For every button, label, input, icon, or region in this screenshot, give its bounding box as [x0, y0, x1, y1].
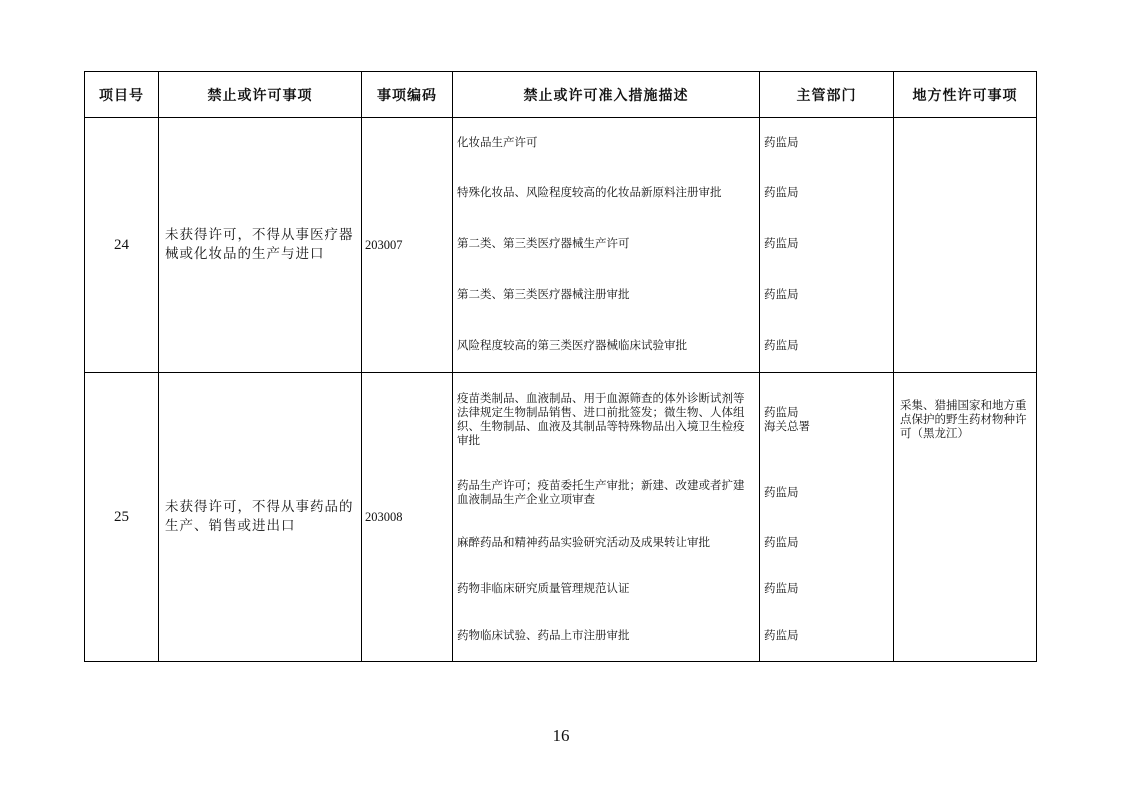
header-item-number: 项目号 — [85, 72, 159, 118]
measure-text: 药物临床试验、药品上市注册审批 — [457, 628, 630, 642]
row-code: 203007 — [362, 118, 453, 373]
department: 药监局 — [764, 485, 799, 499]
row-number: 25 — [85, 373, 159, 662]
measure-text: 风险程度较高的第三类医疗器械临床试验审批 — [457, 338, 687, 352]
measure-text: 疫苗类制品、血液制品、用于血源筛查的体外诊断试剂等法律规定生物制品销售、进口前批签发；微生物、人体组织、生物制品、血液及其制品等特殊物品出入境卫生检疫审批 — [457, 391, 745, 447]
measure-list — [453, 373, 760, 662]
department-list — [760, 373, 894, 662]
department: 药监局 — [764, 581, 799, 595]
measure-text: 化妆品生产许可 — [457, 135, 538, 149]
row-item: 未获得许可，不得从事药品的生产、销售或进出口 — [159, 373, 362, 662]
permit-table — [84, 71, 1037, 662]
department: 药监局 — [764, 185, 799, 199]
local-permit — [894, 118, 1037, 373]
local-permit: 采集、猎捕国家和地方重点保护的野生药材物种许可（黑龙江） — [894, 373, 1037, 662]
department: 药监局 — [764, 628, 799, 642]
measure-list — [453, 118, 760, 373]
department: 药监局 — [764, 535, 799, 549]
row-code: 203008 — [362, 373, 453, 662]
measure-text: 第二类、第三类医疗器械生产许可 — [457, 236, 630, 250]
header-measure-description: 禁止或许可准入措施描述 — [453, 72, 760, 118]
row-number: 24 — [85, 118, 159, 373]
measure-text: 药品生产许可；疫苗委托生产审批；新建、改建或者扩建血液制品生产企业立项审查 — [457, 478, 745, 506]
measure-text: 药物非临床研究质量管理规范认证 — [457, 581, 630, 595]
header-department: 主管部门 — [760, 72, 894, 118]
table-header-row — [85, 72, 1037, 118]
header-local-permit: 地方性许可事项 — [894, 72, 1037, 118]
table-row — [85, 373, 1037, 662]
department: 药监局 — [764, 338, 799, 352]
department: 药监局 — [764, 236, 799, 250]
measure-text: 麻醉药品和精神药品实验研究活动及成果转让审批 — [457, 535, 710, 549]
header-item-name: 禁止或许可事项 — [159, 72, 362, 118]
department: 药监局 海关总署 — [764, 405, 810, 433]
department: 药监局 — [764, 135, 799, 149]
measure-text: 特殊化妆品、风险程度较高的化妆品新原料注册审批 — [457, 185, 722, 199]
page-number: 16 — [552, 726, 570, 745]
row-item: 未获得许可，不得从事医疗器械或化妆品的生产与进口 — [159, 118, 362, 373]
department: 药监局 — [764, 287, 799, 301]
measure-text: 第二类、第三类医疗器械注册审批 — [457, 287, 630, 301]
table-row — [85, 118, 1037, 373]
header-item-code: 事项编码 — [362, 72, 453, 118]
department-list — [760, 118, 894, 373]
